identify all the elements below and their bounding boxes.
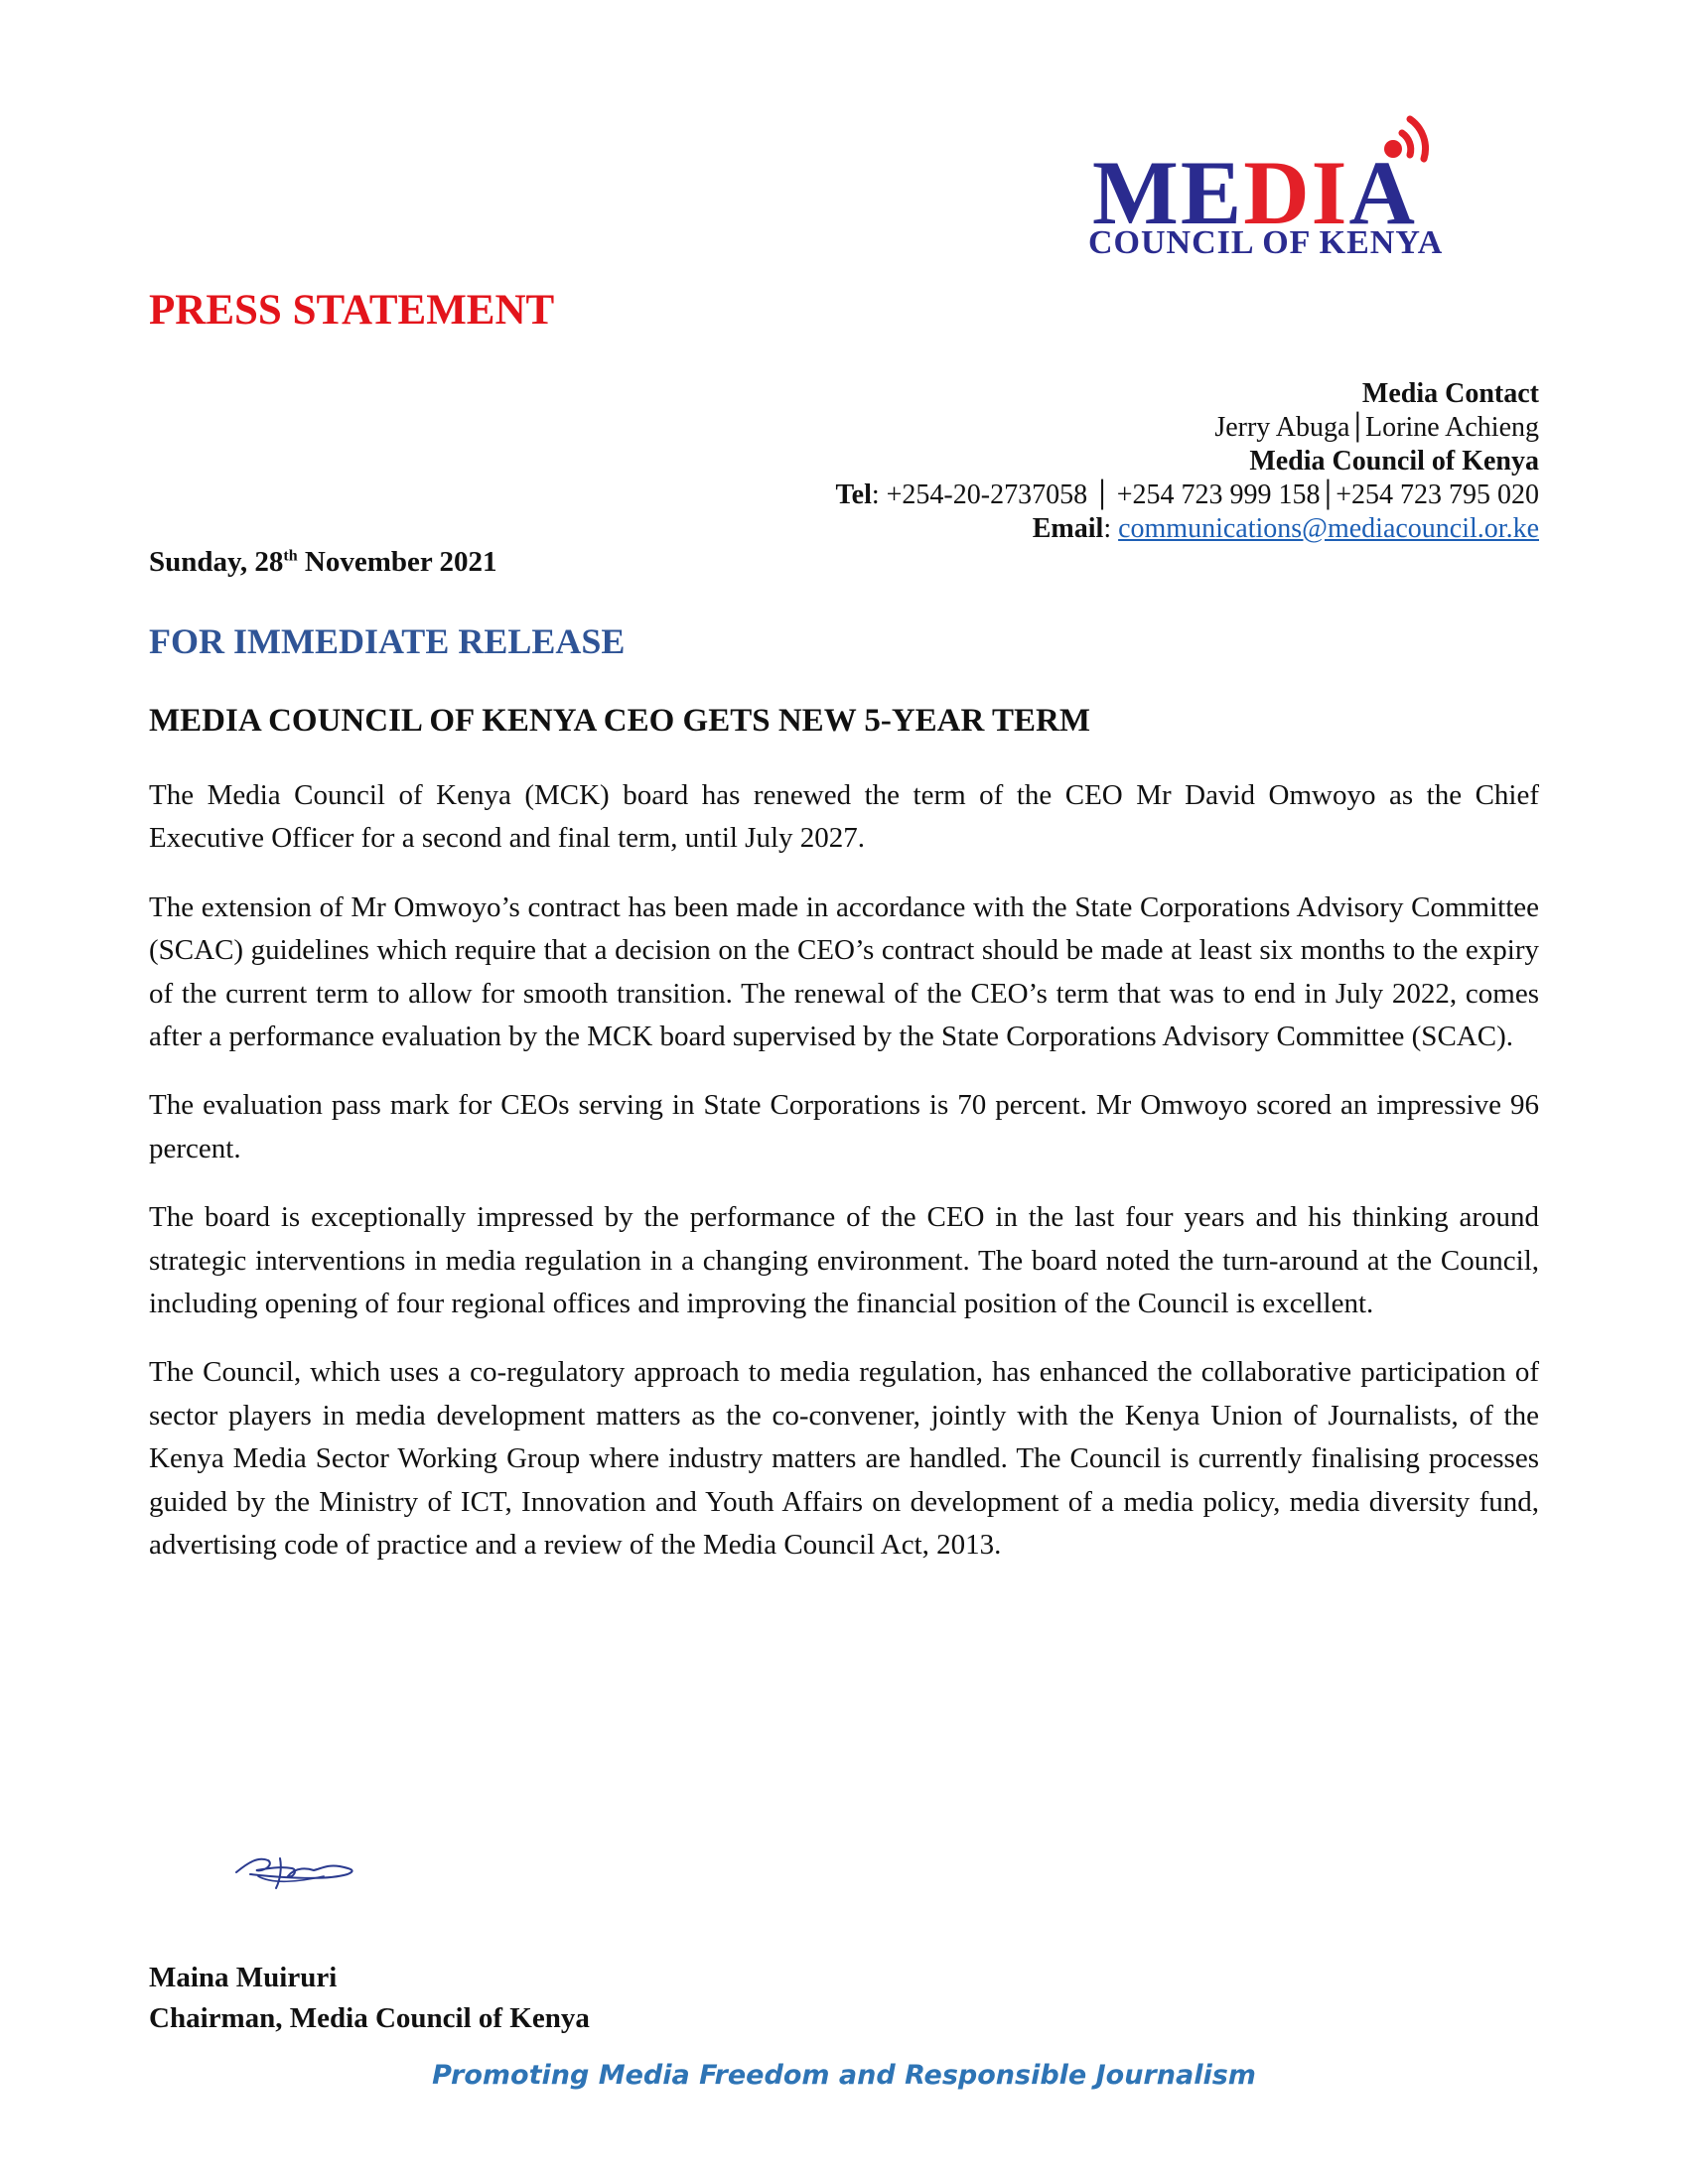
handwritten-signature (228, 1839, 367, 1898)
contact-names: Jerry Abuga│Lorine Achieng (1214, 412, 1539, 443)
contact-organization: Media Council of Kenya (1249, 446, 1539, 477)
press-statement-title: PRESS STATEMENT (149, 287, 555, 334)
body-paragraph: The Media Council of Kenya (MCK) board has renewed the term of the CEO Mr David Omwoyo as the Chief Executive Officer for a second and final term, until July 2027. (149, 779, 1539, 855)
signer-name: Maina Muiruri (149, 1962, 338, 1993)
media-contact-block (836, 377, 1539, 546)
body-paragraph: The evaluation pass mark for CEOs serving in State Corporations is 70 percent. Mr Omwoyo scored an impressive 96 percent. (149, 1089, 1539, 1164)
body-paragraph: The extension of Mr Omwoyo’s contract has been made in accordance with the State Corporations Advisory Committee (SCAC) guidelines which require that a decision on the CEO’s contract should be made at least six months to the expiry of the current term to allow for smooth transition. The renewal of the CEO’s term that was to end in July 2022, comes after a performance evaluation by the MCK board supervised by the State Corporations Advisory Committee (SCAC). (149, 890, 1539, 1053)
body-paragraph: The board is exceptionally impressed by the performance of the CEO in the last four years and his thinking around strategic interventions in media regulation in a changing environment. The board noted the turn-around at the Council, including opening of four regional offices and improving the financial position of the Council is excellent. (149, 1201, 1539, 1320)
media-council-logo (1082, 99, 1539, 268)
release-label: FOR IMMEDIATE RELEASE (149, 621, 626, 661)
signer-block (149, 1958, 590, 2039)
email-link[interactable]: communications@mediacouncil.or.ke (1118, 513, 1539, 544)
body-paragraph: The Council, which uses a co-regulatory approach to media regulation, has enhanced the collaborative participation of sector players in media development matters as the co-convener, jointly with the Kenya Union of Journalists, of the Kenya Media Sector Working Group where industry matters are handled. The Council is currently finalising processes guided by the Ministry of ICT, Innovation and Youth Affairs on development of a media policy, media diversity fund, advertising code of practice and a review of the Media Council Act, 2013. (149, 1356, 1539, 1562)
statement-body (149, 774, 1539, 1593)
statement-date: Sunday, 28th November 2021 (149, 546, 497, 578)
logo-wordmark: MEDIA (1092, 142, 1417, 243)
footer-tagline: Promoting Media Freedom and Responsible Journalism (432, 2060, 1256, 2091)
contact-telephones: Tel: +254-20-2737058 │ +254 723 999 158│+254 723 795 020 (835, 479, 1539, 510)
signer-title: Chairman, Media Council of Kenya (149, 2002, 590, 2034)
contact-email: Email: communications@mediacouncil.or.ke (1032, 513, 1539, 544)
contact-heading: Media Contact (1361, 378, 1539, 409)
logo-subtitle: COUNCIL OF KENYA (1088, 224, 1444, 261)
statement-headline: MEDIA COUNCIL OF KENYA CEO GETS NEW 5-YEAR TERM (149, 703, 1090, 739)
